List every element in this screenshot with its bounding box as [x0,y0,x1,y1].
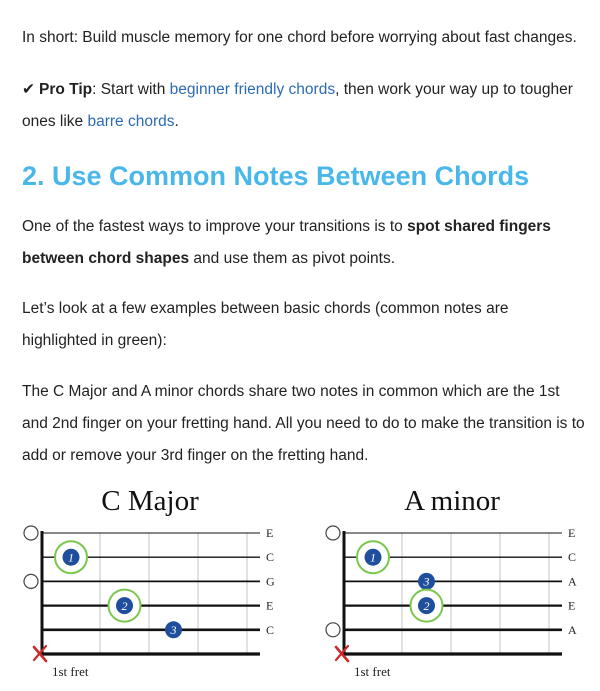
string-label: A [568,622,577,637]
section-paragraph-3: The C Major and A minor chords share two notes in common which are the 1st and 2nd finger on your fretting hand. All you need to do to make the transition is to add or remove your 3rd finger on the fretting hand. [22,383,585,464]
fret-label: 1st fret [52,664,89,679]
string-label: A [568,574,577,589]
pro-tip [22,74,587,138]
section-paragraph-2: Let’s look at a few examples between basic chords (common notes are highlighted in green): [22,300,509,349]
finger-number: 1 [68,550,74,565]
beginner-chords-link[interactable]: beginner friendly chords [169,81,336,98]
finger-number: 3 [170,623,177,637]
finger-number: 3 [423,574,430,589]
chord-title: C Major [101,485,199,517]
finger-number: 2 [423,598,430,613]
pro-tip-label: Pro Tip [39,81,93,98]
string-label: E [568,598,576,613]
string-label: G [266,574,275,589]
section-heading: 2. Use Common Notes Between Chords [22,161,530,191]
string-label: E [568,526,576,540]
string-label: E [266,598,274,613]
intro-summary: In short: Build muscle memory for one chord before worrying about fast changes. [22,29,577,46]
para1-text-a: One of the fastest ways to improve your transitions is to [22,218,408,235]
pro-tip-text-3: . [174,113,179,130]
chord-diagram-a-minor [322,478,592,688]
finger-number: 1 [370,550,376,565]
checkmark-icon: ✔ [22,81,35,98]
finger-number: 2 [121,598,128,613]
finger-dot [55,541,87,573]
barre-chords-link[interactable]: barre chords [87,113,175,130]
string-label: E [266,526,274,540]
section-paragraph-1 [22,211,587,275]
fret-label: 1st fret [354,664,391,679]
finger-dot [109,590,141,622]
string-label: C [266,622,275,637]
open-string-marker [24,574,38,588]
open-string-marker [24,526,38,540]
finger-dot [165,621,182,638]
open-string-marker [326,526,340,540]
para1-bold: spot shared fingers between chord shapes [22,218,551,267]
pro-tip-text-1: : Start with [92,81,170,98]
string-label: C [266,550,275,565]
pro-tip-text-2: , then work your way up to tougher ones like [22,81,573,130]
open-string-marker [326,623,340,637]
string-label: C [568,550,577,565]
finger-dot [411,590,443,622]
chord-diagram-c-major [20,478,290,688]
chord-title: A minor [404,485,500,517]
para1-text-b: and use them as pivot points. [189,250,396,267]
finger-dot [418,573,435,590]
finger-dot [357,541,389,573]
